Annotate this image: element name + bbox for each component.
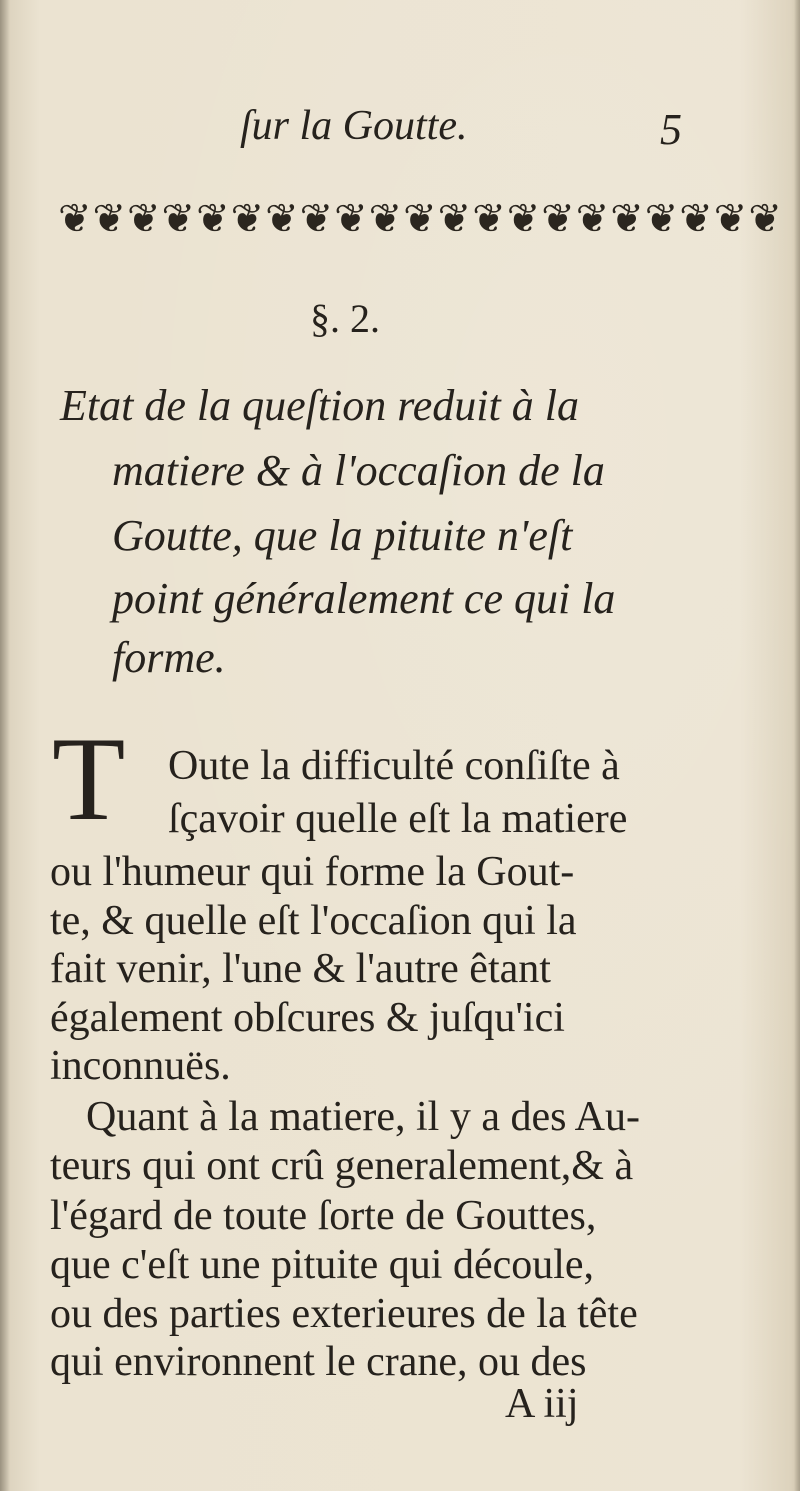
section-title-line: Goutte, que la pituite n'eſt bbox=[112, 511, 573, 560]
page-right-edge bbox=[794, 0, 800, 1491]
page-number: 5 bbox=[660, 105, 682, 154]
body-line: qui environnent le crane, ou des bbox=[50, 1339, 587, 1385]
body-line: inconnuës. bbox=[50, 1043, 231, 1089]
body-line: l'égard de toute ſorte de Gouttes, bbox=[50, 1193, 597, 1239]
body-line: te, & quelle eſt l'occaſion qui la bbox=[50, 898, 577, 944]
body-line: que c'eſt une pituite qui découle, bbox=[50, 1242, 595, 1288]
running-title: ſur la Goutte. bbox=[240, 103, 468, 149]
body-line: ou l'humeur qui forme la Gout- bbox=[50, 849, 575, 895]
section-title-line: point généralement ce qui la bbox=[112, 574, 616, 623]
ornamental-band: ❦❦❦❦❦❦❦❦❦❦❦❦❦❦❦❦❦❦❦❦❦ bbox=[58, 196, 783, 241]
page-left-edge bbox=[0, 0, 10, 1491]
signature-mark: A iij bbox=[505, 1381, 579, 1427]
body-line: ou des parties exterieures de la tête bbox=[50, 1291, 638, 1337]
section-number: §. 2. bbox=[310, 296, 380, 341]
body-line: Quant à la matiere, il y a des Au- bbox=[86, 1094, 640, 1140]
section-title-line: matiere & à l'occaſion de la bbox=[112, 446, 605, 495]
drop-cap: T bbox=[52, 712, 126, 845]
section-title-line: forme. bbox=[112, 633, 226, 682]
body-line: teurs qui ont crû generalement,& à bbox=[50, 1143, 634, 1189]
body-line: également obſcures & juſqu'ici bbox=[50, 995, 565, 1041]
body-line: fait venir, l'une & l'autre êtant bbox=[50, 946, 551, 992]
body-line: ſçavoir quelle eſt la matiere bbox=[168, 796, 628, 842]
body-line: Oute la difficulté conſiſte à bbox=[168, 743, 620, 789]
section-title-line: Etat de la queſtion reduit à la bbox=[60, 381, 579, 430]
